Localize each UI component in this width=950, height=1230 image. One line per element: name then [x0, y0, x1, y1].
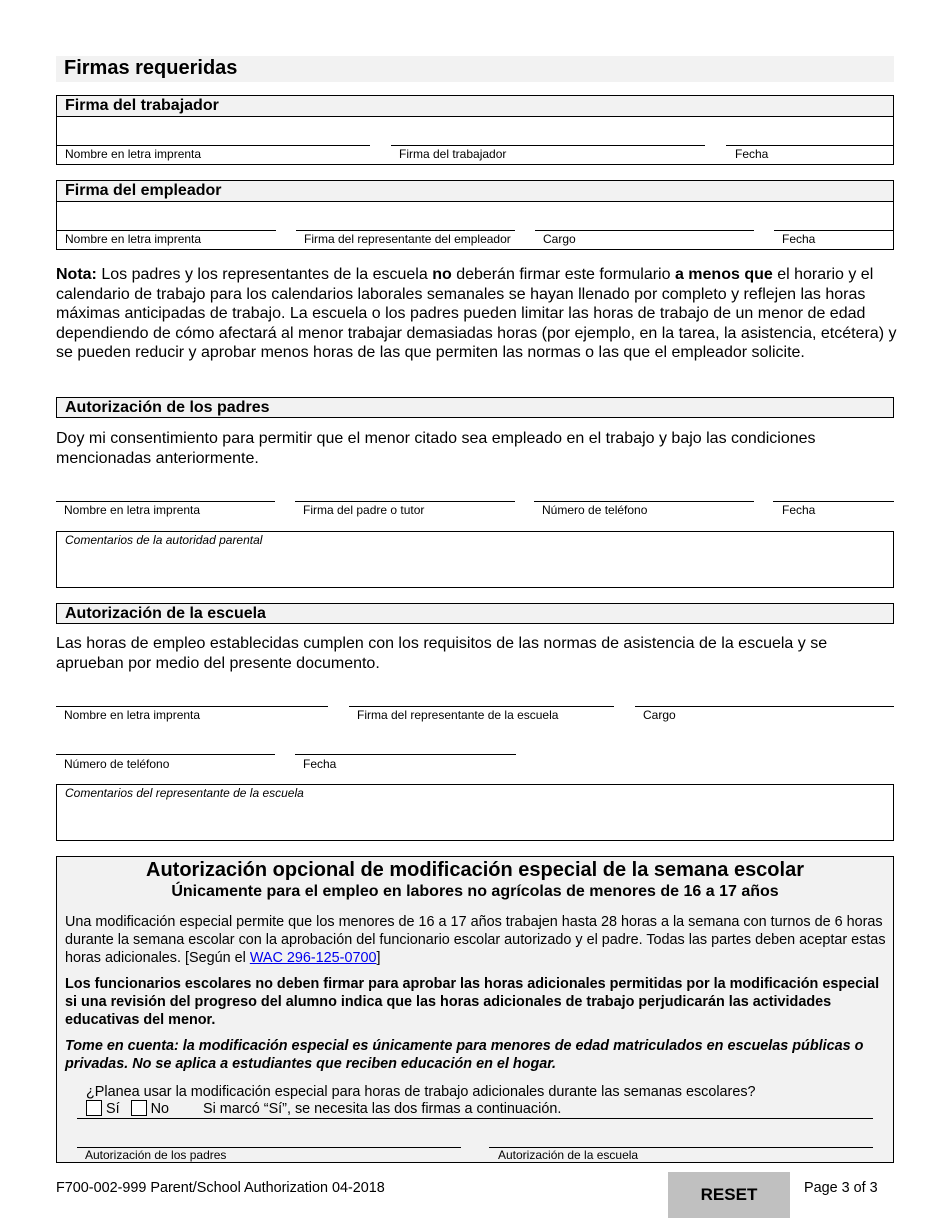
no-label: No — [150, 1101, 170, 1117]
school-phone-line[interactable] — [56, 754, 275, 755]
note-text-3: el horario y el calendario de trabajo para los calendarios laborales semanales se hayan llenado por completo y reflejen las horas máximas anticipadas de trabajo. La escuela o los padres pueden limitar las horas de trabajo de un menor de edad dependiendo de cómo afectará al menor trabajar demasiadas horas (por ejemplo, en la tarea, la asistencia, etcétera) y se pueden reducir y aprobar menos horas de las que permiten las normas o las que el empleador solicite. — [56, 266, 897, 362]
school-comments-field[interactable] — [56, 784, 894, 841]
school-phone-label: Número de teléfono — [64, 757, 170, 771]
school-date-label: Fecha — [303, 757, 337, 771]
optional-p1-text: Una modificación especial permite que los menores de 16 a 17 años trabajen hasta 28 horas a la semana con turnos de 6 horas durante la semana escolar con la aprobación del funcionario escolar autorizado y el padre. Todas las partes deben aceptar estas horas adicionales. [Según el — [65, 914, 886, 966]
parents-comments-label: Comentarios de la autoridad parental — [65, 533, 263, 547]
school-date-line[interactable] — [295, 754, 516, 755]
yes-label: Sí — [106, 1101, 120, 1117]
optional-paragraph-1 — [65, 913, 887, 967]
parents-signature-label: Firma del padre o tutor — [303, 503, 425, 517]
employer-name-label: Nombre en letra imprenta — [65, 232, 202, 246]
school-comments-label: Comentarios del representante de la escuela — [65, 786, 304, 800]
employer-date-label: Fecha — [782, 232, 816, 246]
optional-choice-row — [86, 1100, 886, 1118]
optional-paragraph-3: Tome en cuenta: la modificación especial es únicamente para menores de edad matriculados en escuelas públicas o privadas. No se aplica a estudiantes que reciben educación en el hogar. — [65, 1038, 864, 1072]
parents-signature-line[interactable] — [295, 501, 515, 502]
school-signature-line[interactable] — [349, 706, 614, 707]
worker-signature-label: Firma del trabajador — [399, 147, 507, 161]
note-lead: Nota: — [56, 266, 97, 283]
employer-date-line[interactable] — [774, 230, 894, 231]
worker-date-label: Fecha — [735, 147, 769, 161]
worker-heading: Firma del trabajador — [57, 96, 893, 117]
worker-signature-line[interactable] — [391, 145, 705, 146]
if-yes-text: Si marcó “Sí”, se necesita las dos firmas a continuación. — [203, 1101, 562, 1117]
page-title-bar — [56, 56, 894, 82]
optional-modification-box — [56, 856, 894, 1163]
school-signature-label: Firma del representante de la escuela — [357, 708, 559, 722]
form-id: F700-002-999 Parent/School Authorization 04-2018 — [56, 1180, 385, 1196]
school-name-label: Nombre en letra imprenta — [64, 708, 201, 722]
worker-date-line[interactable] — [726, 145, 894, 146]
worker-name-label: Nombre en letra imprenta — [65, 147, 202, 161]
page-number: Page 3 of 3 — [804, 1180, 878, 1196]
parents-heading: Autorización de los padres — [56, 397, 894, 418]
parents-comments-field[interactable] — [56, 531, 894, 588]
parents-date-label: Fecha — [782, 503, 816, 517]
optional-title: Autorización opcional de modificación especial de la semana escolar — [146, 859, 804, 881]
note-bold-unless: a menos que — [674, 266, 773, 283]
note-bold-no: no — [432, 266, 452, 283]
note-text-1: Los padres y los representantes de la escuela — [96, 266, 433, 283]
employer-title-line[interactable] — [535, 230, 754, 231]
reset-button[interactable]: RESET — [668, 1172, 790, 1218]
worker-name-line[interactable] — [57, 145, 370, 146]
employer-signature-label: Firma del representante del empleador — [304, 232, 511, 246]
parents-phone-label: Número de teléfono — [542, 503, 648, 517]
school-name-line[interactable] — [56, 706, 328, 707]
optional-parents-sig-label: Autorización de los padres — [85, 1148, 227, 1162]
employer-heading: Firma del empleador — [57, 181, 893, 202]
school-title-label: Cargo — [643, 708, 676, 722]
employer-signature-line[interactable] — [296, 230, 515, 231]
school-title-line[interactable] — [635, 706, 894, 707]
optional-subtitle: Únicamente para el empleo en labores no agrícolas de menores de 16 a 17 años — [171, 883, 779, 900]
yes-checkbox[interactable] — [86, 1100, 102, 1116]
school-heading: Autorización de la escuela — [56, 603, 894, 624]
employer-title-label: Cargo — [543, 232, 576, 246]
employer-name-line[interactable] — [57, 230, 276, 231]
parents-date-line[interactable] — [773, 501, 894, 502]
wac-link[interactable]: WAC 296-125-0700 — [249, 950, 377, 966]
optional-school-sig-label: Autorización de la escuela — [498, 1148, 639, 1162]
no-checkbox[interactable] — [131, 1100, 147, 1116]
parents-phone-line[interactable] — [534, 501, 754, 502]
optional-paragraph-2: Los funcionarios escolares no deben firmar para aprobar las horas adicionales permitidas por la modificación especial si una revisión del progreso del alumno indica que las horas adicionales de trabajo perjudicarán las actividades educativas del menor. — [65, 976, 880, 1028]
parents-name-label: Nombre en letra imprenta — [64, 503, 201, 517]
optional-p1-end: ] — [376, 950, 381, 966]
parents-consent: Doy mi consentimiento para permitir que el menor citado sea empleado en el trabajo y bajo las condiciones mencionadas anteriormente. — [56, 430, 816, 467]
employer-signature-box — [56, 180, 894, 250]
worker-signature-box — [56, 95, 894, 165]
optional-question: ¿Planea usar la modificación especial para horas de trabajo adicionales durante las semanas escolares? — [86, 1084, 756, 1100]
parents-name-line[interactable] — [56, 501, 275, 502]
note-text-2: deberán firmar este formulario — [451, 266, 675, 283]
note-paragraph — [56, 265, 898, 363]
page-title: Firmas requeridas — [64, 57, 238, 79]
optional-divider — [77, 1118, 873, 1119]
school-statement: Las horas de empleo establecidas cumplen con los requisitos de las normas de asistencia de la escuela y se aprueban por medio del presente documento. — [56, 635, 828, 672]
